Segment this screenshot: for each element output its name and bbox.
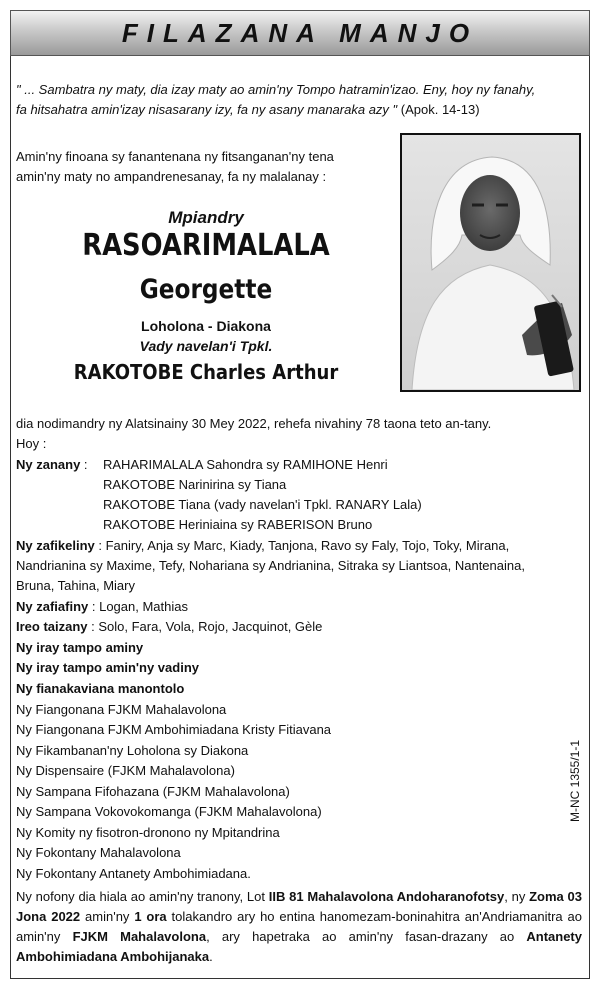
bible-quote-text: fa hitsahatra amin'izay nisasarany izy, fa ny asany manaraka azy ": [16, 102, 398, 117]
funeral-text-5: , ary hapetraka ao amin'ny fasan-drazany ao: [206, 929, 527, 944]
family-line: Ny iray tampo amin'ny vadiny: [16, 660, 199, 675]
funeral-text-4: tolakandro ary ho entina hanomezam-boninahitra an'Andriamanitra ao amin'ny: [16, 909, 582, 944]
children-label-sep: :: [80, 457, 88, 472]
deceased-photo: [400, 133, 581, 392]
intro-line-2: amin'ny maty no ampandrenesanay, fa ny malalanay :: [16, 169, 327, 184]
funeral-text-1: Ny nofony dia hiala ao amin'ny tranony, Lot: [16, 889, 269, 904]
funeral-text-6: .: [209, 949, 213, 964]
header-banner: [10, 10, 590, 56]
org-item: Ny Fikambanan'ny Loholona sy Diakona: [16, 743, 249, 758]
children-label: [16, 455, 88, 475]
child-item: RAKOTOBE Tiana (vady navelan'i Tpkl. RANARY Lala): [103, 497, 422, 512]
bible-quote-reference: (Apok. 14-13): [397, 102, 480, 117]
org-item: Ny Sampana Fifohazana (FJKM Mahalavolona): [16, 784, 290, 799]
family-line: Ny fianakaviana manontolo: [16, 681, 185, 696]
org-item: Ny Fiangonana FJKM Mahalavolona: [16, 702, 227, 717]
child-item: RAHARIMALALA Sahondra sy RAMIHONE Henri: [103, 457, 388, 472]
funeral-hour: 1 ora: [134, 909, 167, 924]
bible-quote-line-2: [16, 100, 480, 120]
org-item: Ny Fiangonana FJKM Ambohimiadana Kristy Fitiavana: [16, 722, 332, 737]
deceased-surname: RASOARIMALALA: [82, 228, 330, 263]
grandchildren-names-1: : Faniry, Anja sy Marc, Kiady, Tanjona, Ravo sy Faly, Tojo, Toky, Mirana,: [94, 538, 510, 553]
siblings-label: Ireo taizany: [16, 619, 88, 634]
great-grandchildren: [16, 597, 188, 617]
funeral-church: FJKM Mahalavolona: [72, 929, 207, 944]
spouse-label: Vady navelan'i Tpkl.: [139, 338, 273, 354]
deceased-given-name: Georgette: [139, 274, 273, 305]
funeral-details: [16, 887, 582, 967]
family-line: Ny iray tampo aminy: [16, 640, 144, 655]
bible-quote-line-1: " ... Sambatra ny maty, dia izay maty ao amin'ny Tompo hatramin'izao. Eny, hoy ny fanahy,: [16, 82, 536, 97]
reference-code: M-NC 1355/1-1: [568, 739, 582, 822]
header-title: FILAZANA MANJO: [121, 17, 479, 48]
child-item: RAKOTOBE Narinirina sy Tiana: [103, 477, 287, 492]
portrait-image: [402, 135, 579, 390]
siblings-names: : Solo, Fara, Vola, Rojo, Jacquinot, Gèle: [87, 619, 323, 634]
funeral-lot: IIB 81 Mahalavolona Andoharanofotsy: [268, 889, 505, 904]
deceased-role: Loholona - Diakona: [141, 318, 271, 334]
org-item: Ny Sampana Vokovokomanga (FJKM Mahalavolona): [16, 804, 322, 819]
great-grandchildren-names: : Logan, Mathias: [88, 599, 188, 614]
great-grandchildren-label: Ny zafiafiny: [16, 599, 89, 614]
grandchildren-line-2: Nandrianina sy Maxime, Tefy, Nohariana sy Andrianina, Sitraka sy Liantsoa, Nantenaina,: [16, 558, 525, 573]
death-announcement: dia nodimandry ny Alatsinainy 30 Mey 2022, rehefa nivahiny 78 taona teto an-tany.: [16, 416, 492, 431]
org-item: Ny Fokontany Antanety Ambohimiadana.: [16, 866, 251, 881]
grandchildren-line-3: Bruna, Tahina, Miary: [16, 578, 135, 593]
grandchildren-line-1: [16, 536, 509, 556]
deceased-title: Mpiandry: [168, 208, 244, 227]
siblings: [16, 617, 322, 637]
org-item: Ny Dispensaire (FJKM Mahalavolona): [16, 763, 235, 778]
grandchildren-label: Ny zafikeliny: [16, 538, 95, 553]
spouse-name: RAKOTOBE Charles Arthur: [73, 360, 339, 384]
children-label-text: Ny zanany: [16, 457, 81, 472]
intro-line-1: Amin'ny finoana sy fanantenana ny fitsanganan'ny tena: [16, 149, 334, 164]
org-item: Ny Komity ny fisotron-dronono ny Mpitandrina: [16, 825, 280, 840]
child-item: RAKOTOBE Heriniaina sy RABERISON Bruno: [103, 517, 373, 532]
funeral-text-2: , ny: [504, 889, 530, 904]
org-item: Ny Fokontany Mahalavolona: [16, 845, 181, 860]
hoy-label: Hoy :: [16, 436, 47, 451]
funeral-tomb: Antanety Ambohimiadana Ambohijanaka: [16, 929, 582, 964]
funeral-date: Zoma 03 Jona 2022: [16, 889, 582, 924]
funeral-text-3: amin'ny: [80, 909, 135, 924]
